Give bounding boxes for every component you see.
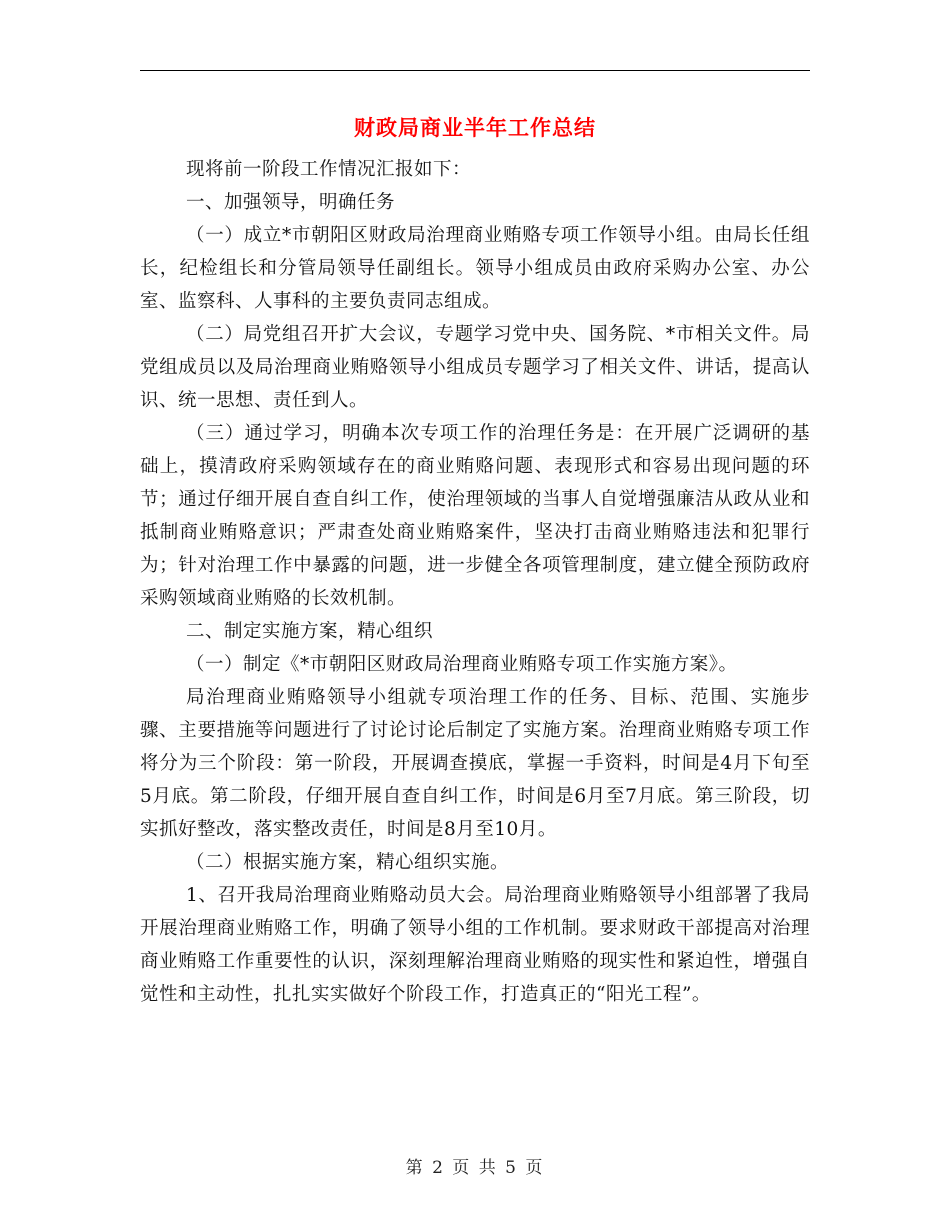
intro-paragraph: 现将前一阶段工作情况汇报如下： (186, 159, 472, 180)
paragraph-1-2: （二）局党组召开扩大会议，专题学习党中央、国务院、*市相关文件。局党组成员以及局治理商业贿赂领导小组成员专题学习了相关文件、讲话，提高认识、统一思想、责任到人。 (140, 324, 810, 411)
paragraph-2-2: （二）根据实施方案，精心组织实施。 (186, 852, 510, 873)
header-rule (140, 70, 810, 71)
paragraph-2-1: （一）制定《*市朝阳区财政局治理商业贿赂专项工作实施方案》。 (186, 654, 738, 675)
page-number: 第 2 页 共 5 页 (405, 1158, 545, 1178)
paragraph-1-3: （三）通过学习，明确本次专项工作的治理任务是：在开展广泛调研的基础上，摸清政府采购领域存在的商业贿赂问题、表现形式和容易出现问题的环节；通过仔细开展自查自纠工作，使治理领域的当事人自觉增强廉洁从政从业和抵制商业贿赂意识；严肃查处商业贿赂案件，坚决打击商业贿赂违法和犯罪行为；针对治理工作中暴露的问题，进一步健全各项管理制度，建立健全预防政府采购领域商业贿赂的长效机制。 (140, 423, 810, 609)
paragraph-2-2-item-1: 1、召开我局治理商业贿赂动员大会。局治理商业贿赂领导小组部署了我局开展治理商业贿赂工作，明确了领导小组的工作机制。要求财政干部提高对治理商业贿赂工作重要性的认识，深刻理解治理商业贿赂的现实性和紧迫性，增强自觉性和主动性，扎扎实实做好个阶段工作，打造真正的“阳光工程”。 (140, 885, 810, 1005)
document-title: 财政局商业半年工作总结 (354, 116, 596, 140)
paragraph-1-1: （一）成立*市朝阳区财政局治理商业贿赂专项工作领导小组。由局长任组长，纪检组长和分管局领导任副组长。领导小组成员由政府采购办公室、办公室、监察科、人事科的主要负责同志组成。 (140, 225, 810, 312)
section-heading-1: 一、加强领导，明确任务 (186, 192, 396, 213)
paragraph-2-1-detail: 局治理商业贿赂领导小组就专项治理工作的任务、目标、范围、实施步骤、主要措施等问题进行了讨论讨论后制定了实施方案。治理商业贿赂专项工作将分为三个阶段：第一阶段，开展调查摸底，掌握一手资料，时间是4月下旬至5月底。第二阶段，仔细开展自查自纠工作，时间是6月至7月底。第三阶段，切实抓好整改，落实整改责任，时间是8月至10月。 (140, 687, 810, 840)
section-heading-2: 二、制定实施方案，精心组织 (186, 621, 434, 642)
document-body (140, 153, 810, 1011)
